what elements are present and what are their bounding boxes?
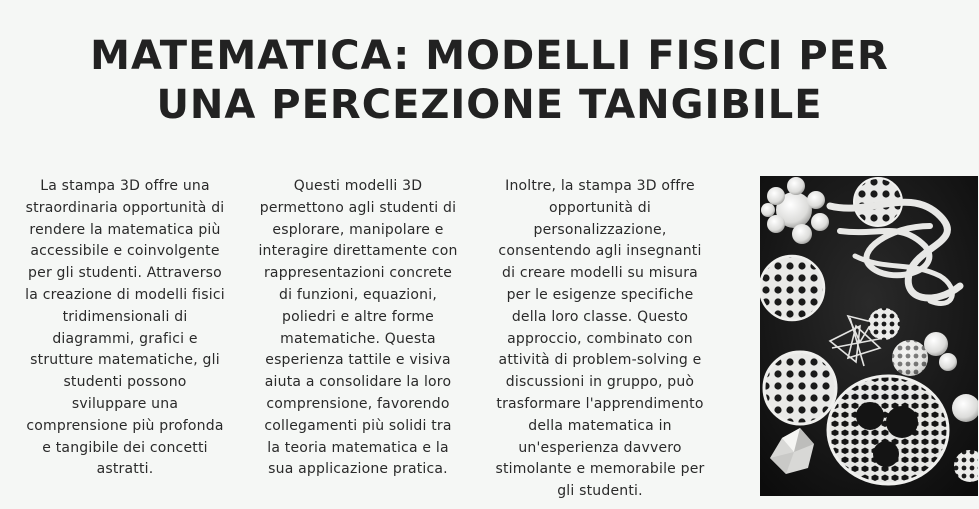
paragraph-line: della loro classe. Questo	[511, 308, 689, 325]
paragraph-line: astratti.	[96, 461, 154, 478]
paragraph-line: approccio, combinato con	[507, 330, 693, 347]
paragraph-line: poliedri e altre forme	[281, 308, 434, 325]
paragraph-line: consentendo agli insegnanti	[498, 243, 702, 260]
paragraph-line: di funzioni, equazioni,	[279, 286, 437, 303]
paragraph-line: opportunità di	[549, 199, 651, 216]
paragraph-line: stimolante e memorabile per	[495, 461, 705, 478]
paragraph-line: esperienza tattile e visiva	[265, 352, 451, 369]
page-title-line-1: MATEMATICA: MODELLI FISICI PER	[90, 33, 889, 79]
paragraph-line: studenti possono	[63, 374, 187, 391]
paragraph-line: rendere la matematica più	[29, 221, 221, 238]
paragraph-line: accessibile e coinvolgente	[30, 243, 220, 260]
hexagonal-net-sphere	[828, 376, 948, 484]
paragraph-line: interagire direttamente con	[258, 243, 458, 260]
paragraph-line: Inoltre, la stampa 3D offre	[505, 178, 695, 194]
text-column-1	[20, 176, 230, 481]
paragraph-line: tridimensionali di	[62, 308, 188, 325]
paragraph-line: matematiche. Questa	[280, 330, 436, 347]
paragraph-line: attività di problem-solving e	[498, 352, 702, 369]
paragraph-line: di creare modelli su misura	[502, 265, 698, 282]
paragraph-line: sviluppare una	[71, 395, 179, 412]
paragraph-line: discussioni in gruppo, può	[505, 374, 695, 391]
paragraph-line: un'esperienza davvero	[518, 439, 682, 456]
math-models-illustration	[760, 176, 978, 496]
paragraph-line: della matematica in	[528, 417, 672, 434]
lattice-polyhedron	[764, 352, 836, 424]
paragraph-line: e tangibile dei concetti	[42, 439, 208, 456]
text-column-2	[254, 176, 462, 481]
paragraph-line: permettono agli studenti di	[259, 199, 457, 216]
paragraph-line: sua applicazione pratica.	[268, 461, 448, 478]
paragraph-line: la creazione di modelli fisici	[25, 286, 225, 303]
page-title	[0, 32, 979, 130]
paragraph-line: rappresentazioni concrete	[263, 265, 453, 282]
paragraph-line: diagrammi, grafici e	[52, 330, 198, 347]
paragraph-line: gli studenti.	[557, 483, 643, 500]
paragraph-line: la teoria matematica e la	[267, 439, 449, 456]
paragraph-line: aiuta a consolidare la loro	[264, 374, 452, 391]
paragraph-line: La stampa 3D offre una	[40, 178, 210, 194]
paragraph-line: trasformare l'apprendimento	[496, 395, 704, 412]
paragraph-line: collegamenti più solidi tra	[264, 417, 452, 434]
paragraph-line: comprensione più profonda	[26, 417, 224, 434]
paragraph-line: per le esigenze specifiche	[506, 286, 694, 303]
math-models-photo	[760, 176, 978, 496]
page-title-line-2: UNA PERCEZIONE TANGIBILE	[156, 82, 823, 128]
lattice-sphere-large	[760, 256, 824, 320]
text-column-3	[490, 176, 710, 503]
paragraph-line: strutture matematiche, gli	[30, 352, 220, 369]
paragraph-line: esplorare, manipolare e	[272, 221, 444, 238]
paragraph-line: personalizzazione,	[533, 221, 667, 238]
paragraph-line: per gli studenti. Attraverso	[28, 265, 222, 282]
paragraph-line: straordinaria opportunità di	[25, 199, 225, 216]
paragraph-line: comprensione, favorendo	[266, 395, 450, 412]
paragraph-line: Questi modelli 3D	[293, 178, 423, 194]
